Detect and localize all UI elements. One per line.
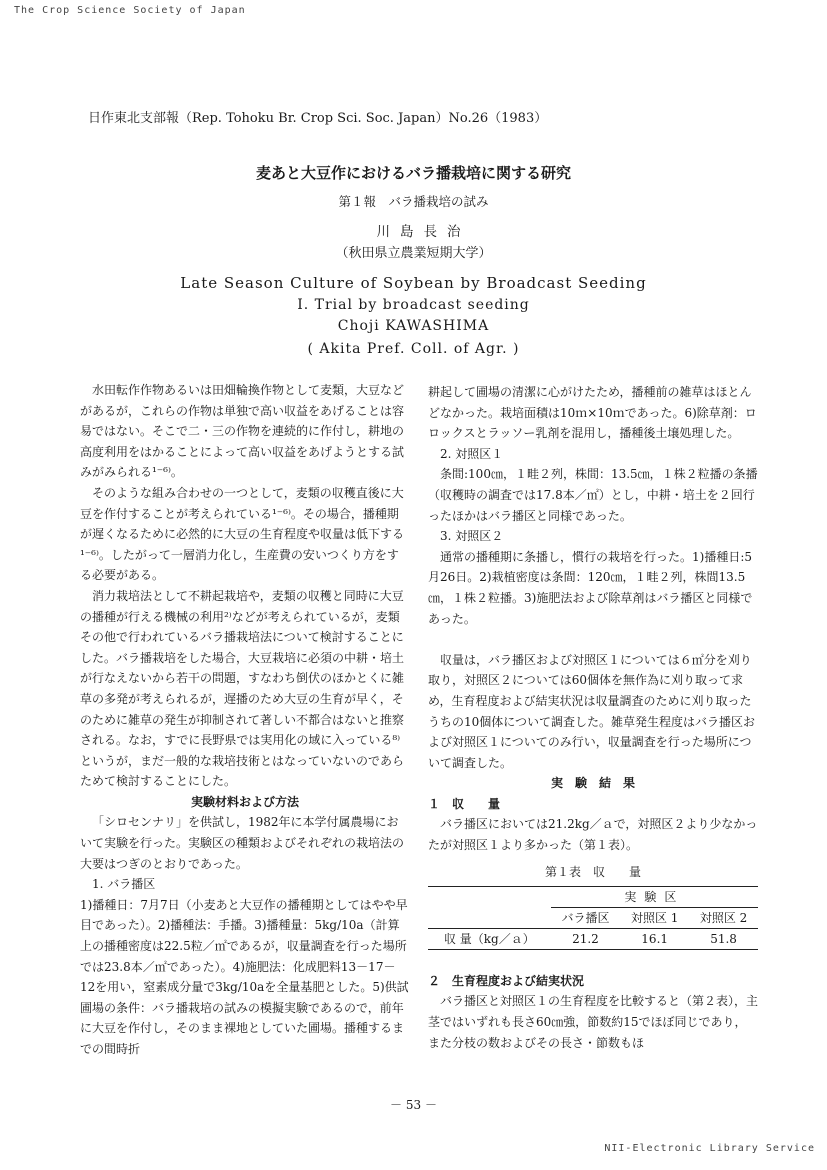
paragraph-gap bbox=[428, 950, 758, 971]
table-cell: 51.8 bbox=[689, 929, 758, 950]
broadcast-plot-details: 1)播種日：7月7日（小麦あと大豆作の播種期としてはやや早目であった）。2)播種法：手播。3)播種量：5kg/10a（計算上の播種密度は22.5粒／㎡であるが，収量調査を行った場所では23.8本／㎡であった）。4)施肥法：化成肥料13－17－12を用い，窒素成分量で3kg/10aを全量基肥とした。5)供試圃場の条件：バラ播栽培の試みの模擬実験であるので，前年に大豆を作付し，そのまま裸地としていた圃場。播種するまでの間時折 bbox=[80, 897, 409, 1056]
right-column bbox=[428, 382, 758, 1053]
subtitle-japanese: 第１報 バラ播栽培の試み bbox=[338, 194, 489, 209]
intro-paragraph-3: 消力栽培法として不耕起栽培や，麦類の収穫と同時に大豆の播種が行える機械の利用²⁾などが考えられているが，麦類その他で行われているバラ播栽培法について検討することにした。バラ播栽培をした場合，大豆栽培に必須の中耕・培土が行なえないから若干の問題，すなわち倒伏のほかとくに雑草の多発が考えられるが，遅播のため大豆の生育が早く，そのために雑草の発生が抑制されて著しい不都合はないと推察される。なお，すでに長野県では実用化の域に入っている⁸⁾というが，まだ一般的な栽培技術とはなっていないのであらためて検討することにした。 bbox=[80, 588, 405, 789]
paragraph-gap bbox=[428, 629, 758, 650]
plot-heading-control-2: 3. 対照区２ bbox=[440, 529, 504, 544]
affiliation-english: ( Akita Pref. Coll. of Agr. ) bbox=[307, 341, 520, 357]
table-cell: 16.1 bbox=[620, 929, 689, 950]
plot-heading-control-1: 2. 対照区１ bbox=[440, 446, 504, 461]
table-col-header: バラ播区 bbox=[551, 908, 621, 929]
materials-paragraph: 「シロセンナリ」を供試し，1982年に本学付属農場において実験を行った。実験区の種類およびそれぞれの栽培法の大要はつぎのとおりであった。 bbox=[80, 815, 405, 871]
results-subheading-yield: １ 収 量 bbox=[428, 796, 501, 811]
survey-method-paragraph: 収量は，バラ播区および対照区１については６㎡分を刈り取り，対照区２については60個体を無作為に刈り取って求め，生育程度および結実状況は収量調査のために刈り取ったうちの10個体について調査した。雑草発生程度はバラ播区および対照区１についてのみ行い，収量調査を行った場所について調査した。 bbox=[428, 652, 756, 770]
table-corner bbox=[428, 887, 551, 908]
table-group-header: 実験区 bbox=[551, 887, 758, 908]
plot-heading-broadcast: 1. バラ播区 bbox=[92, 877, 156, 892]
broadcast-plot-details-cont: 耕起して圃場の清潔に心がけたため，播種前の雑草はほとんどなかった。栽培面積は10ｍ×10ｍであった。6)除草剤：ロロックスとラッソー乳剤を混用し，播種後土壌処理した。 bbox=[428, 385, 757, 441]
table-col-header: 対照区 2 bbox=[689, 908, 758, 929]
control-2-details: 通常の播種期に条播し，慣行の栽培を行った。1)播種日:5月26日。2)栽植密度は条間：120㎝，１畦２列，株間13.5㎝，１株２粒播。3)施肥法および除草剤はバラ播区と同様であった。 bbox=[428, 549, 753, 626]
control-1-details: 条間:100㎝，１畦２列，株間：13.5㎝，１株２粒播の条播（収穫時の調査では17.8本／㎡）とし，中耕・培土を２回行ったほかはバラ播区と同様であった。 bbox=[428, 467, 758, 523]
journal-citation: 日作東北支部報（Rep. Tohoku Br. Crop Sci. Soc. Japan）No.26（1983） bbox=[88, 111, 548, 126]
title-english: Late Season Culture of Soybean by Broadcast Seeding bbox=[180, 274, 647, 292]
page-number: － 53 － bbox=[390, 1098, 437, 1112]
library-service-footer: NII-Electronic Library Service bbox=[604, 1143, 815, 1154]
yield-paragraph: バラ播区においては21.2kg／ａで，対照区２より少なかったが対照区１より多かった（第１表）。 bbox=[428, 817, 758, 853]
affiliation-japanese: （秋田県立農業短期大学） bbox=[335, 246, 492, 261]
table-row-header: 収 量（kg／ａ） bbox=[428, 929, 551, 950]
table-cell: 21.2 bbox=[551, 929, 621, 950]
table-col-header: 対照区 1 bbox=[620, 908, 689, 929]
subtitle-english: I. Trial by broadcast seeding bbox=[297, 297, 530, 313]
results-subheading-growth: ２ 生育程度および結実状況 bbox=[428, 973, 585, 988]
table-corner-2 bbox=[428, 908, 551, 929]
title-japanese: 麦あと大豆作におけるバラ播栽培に関する研究 bbox=[255, 164, 571, 182]
yield-table bbox=[428, 886, 758, 950]
intro-paragraph-2: そのような組み合わせの一つとして，麦類の収穫直後に大豆を作付することが考えられている¹⁻⁶⁾。その場合，播種期が遅くなるために必然的に大豆の生育程度や収量は低下する¹⁻⁶⁾。したがって一層消力化し，生産費の安いつくり方をする必要がある。 bbox=[80, 485, 405, 583]
growth-paragraph: バラ播区と対照区１の生育程度を比較すると（第２表），主茎ではいずれも長さ60㎝強，節数約15でほぼ同じであり，また分枝の数およびその長さ・節数もほ bbox=[428, 994, 759, 1050]
society-header: The Crop Science Society of Japan bbox=[14, 5, 246, 16]
author-english: Choji KAWASHIMA bbox=[337, 318, 490, 334]
table-caption: 第１表 収 量 bbox=[544, 864, 641, 879]
section-heading-results: 実 験 結 果 bbox=[550, 776, 635, 791]
left-column bbox=[80, 380, 410, 1060]
intro-paragraph-1: 水田転作作物あるいは田畑輪換作物として麦類，大豆などがあるが，これらの作物は単独で高い収益をあげることは容易ではない。そこで二・三の作物を連続的に作付し，耕地の高度利用をはかることによって高い収益をあげようとする試みがみられる¹⁻⁶⁾。 bbox=[80, 383, 405, 480]
section-heading-materials: 実験材料および方法 bbox=[190, 794, 299, 809]
author-japanese: 川島長治 bbox=[376, 224, 471, 240]
